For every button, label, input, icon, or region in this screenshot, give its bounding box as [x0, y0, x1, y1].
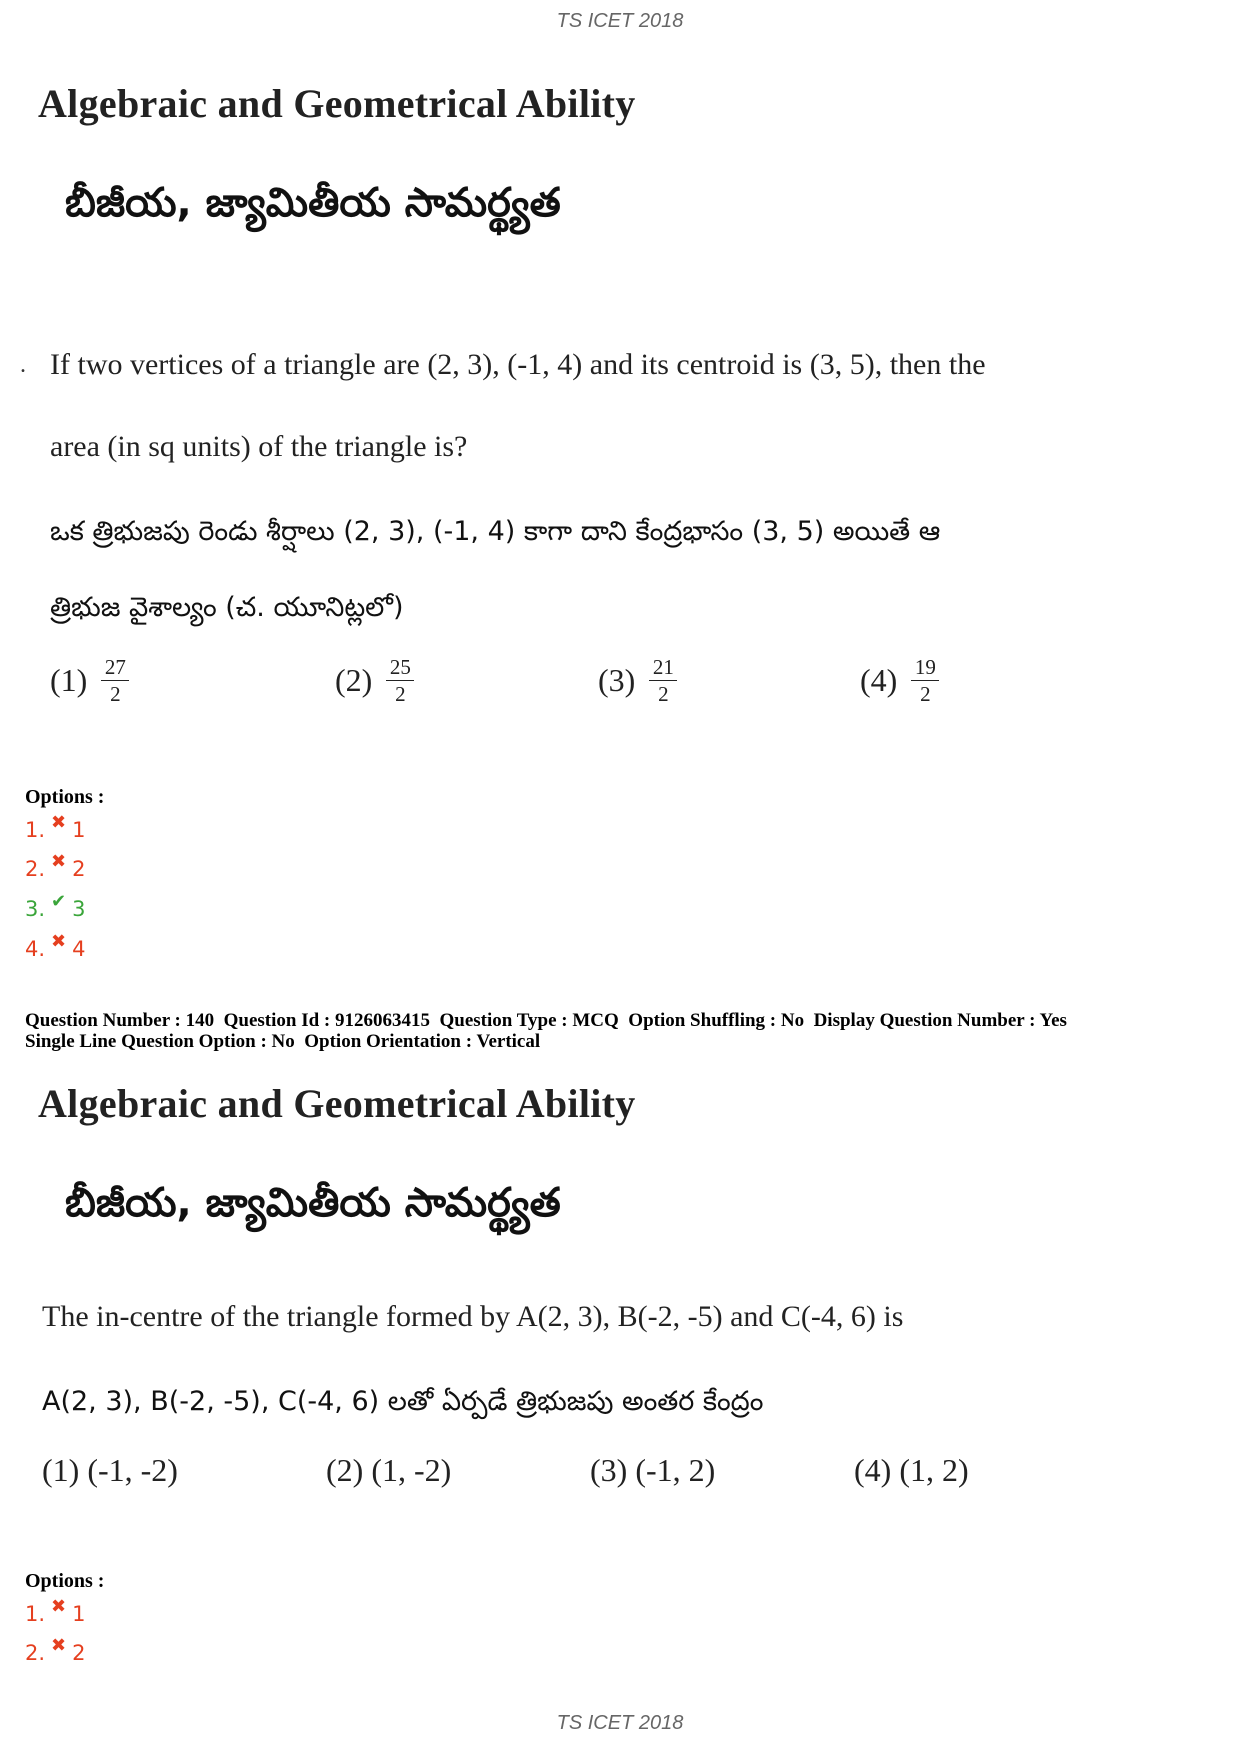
fraction-denominator: 2 — [110, 682, 121, 707]
option-number: 2. — [25, 857, 46, 881]
option-item-2 — [25, 851, 86, 881]
option-value: 2 — [72, 857, 86, 881]
cross-icon: ✖ — [51, 812, 67, 833]
question-telugu-line-1: A(2, 3), B(-2, -5), C(-4, 6) లతో ఏర్పడే త్రిభుజపు అంతర కేంద్రం — [42, 1386, 764, 1417]
option-value: 2 — [72, 1641, 86, 1665]
question-telugu-line-1: ఒక త్రిభుజపు రెండు శీర్షాలు (2, 3), (-1, 4) కాగా దాని కేంద్రభాసం (3, 5) అయితే ఆ — [50, 516, 941, 547]
answer-choice-1 — [50, 656, 129, 705]
option-item-2 — [25, 1635, 86, 1665]
fraction-bar — [386, 680, 414, 681]
fraction-numerator: 27 — [104, 655, 126, 679]
cross-icon: ✖ — [51, 1635, 67, 1656]
cross-icon: ✖ — [51, 931, 67, 952]
choice-label: (4) — [860, 662, 898, 699]
option-number: 1. — [25, 818, 46, 842]
fraction-denominator: 2 — [658, 682, 669, 707]
answer-choice-2 — [335, 656, 414, 705]
fraction-numerator: 19 — [914, 655, 936, 679]
option-item-3 — [25, 891, 86, 921]
section-title-telugu: బీజీయ, జ్యామితీయ సామర్థ్యత — [65, 1180, 561, 1226]
page-footer: TS ICET 2018 — [556, 1712, 684, 1734]
option-item-1 — [25, 812, 86, 842]
fraction — [911, 656, 939, 705]
fraction-denominator: 2 — [920, 682, 931, 707]
answer-choice-1: (1) (-1, -2) — [42, 1452, 178, 1488]
option-number: 4. — [25, 937, 46, 961]
option-item-1 — [25, 1596, 86, 1626]
fraction — [386, 656, 414, 705]
choice-label: (1) — [50, 662, 88, 699]
page-header: TS ICET 2018 — [556, 10, 684, 32]
fraction-bar — [911, 680, 939, 681]
fraction — [649, 656, 677, 705]
section-title: Algebraic and Geometrical Ability — [38, 1081, 636, 1126]
option-item-4 — [25, 931, 86, 961]
cross-icon: ✖ — [51, 1596, 67, 1617]
question-meta-line-1: Question Number : 140 Question Id : 9126063415 Question Type : MCQ Option Shuffling : No Display Question Number : Yes — [25, 1010, 1067, 1031]
fraction-denominator: 2 — [395, 682, 406, 707]
option-value: 3 — [72, 897, 86, 921]
answer-choice-2: (2) (1, -2) — [326, 1452, 452, 1488]
option-value: 1 — [72, 818, 86, 842]
question-meta-line-2: Single Line Question Option : No Option Orientation : Vertical — [25, 1031, 541, 1052]
answer-choice-4 — [860, 656, 939, 705]
answer-choice-3 — [598, 656, 677, 705]
question-text-line-2: area (in sq units) of the triangle is? — [50, 430, 468, 463]
section-title: Algebraic and Geometrical Ability — [38, 81, 636, 126]
option-value: 4 — [72, 937, 86, 961]
options-label: Options : — [25, 786, 105, 808]
answer-choice-4: (4) (1, 2) — [854, 1452, 969, 1488]
option-number: 1. — [25, 1602, 46, 1626]
fraction-numerator: 25 — [389, 655, 411, 679]
option-value: 1 — [72, 1602, 86, 1626]
option-number: 2. — [25, 1641, 46, 1665]
question-telugu-line-2: త్రిభుజ వైశాల్యం (చ. యూనిట్లలో) — [50, 592, 404, 623]
question-text-line-1: If two vertices of a triangle are (2, 3), (-1, 4) and its centroid is (3, 5), then the — [50, 348, 986, 381]
fraction-bar — [649, 680, 677, 681]
bullet-dot: . — [20, 352, 26, 378]
question-text-line-1: The in-centre of the triangle formed by A(2, 3), B(-2, -5) and C(-4, 6) is — [42, 1300, 904, 1333]
choice-label: (3) — [598, 662, 636, 699]
options-label: Options : — [25, 1570, 105, 1592]
check-icon: ✔ — [51, 891, 67, 912]
cross-icon: ✖ — [51, 851, 67, 872]
fraction — [101, 656, 129, 705]
fraction-numerator: 21 — [652, 655, 674, 679]
section-title-telugu: బీజీయ, జ్యామితీయ సామర్థ్యత — [65, 180, 561, 226]
fraction-bar — [101, 680, 129, 681]
option-number: 3. — [25, 897, 46, 921]
answer-choice-3: (3) (-1, 2) — [590, 1452, 716, 1488]
choice-label: (2) — [335, 662, 373, 699]
